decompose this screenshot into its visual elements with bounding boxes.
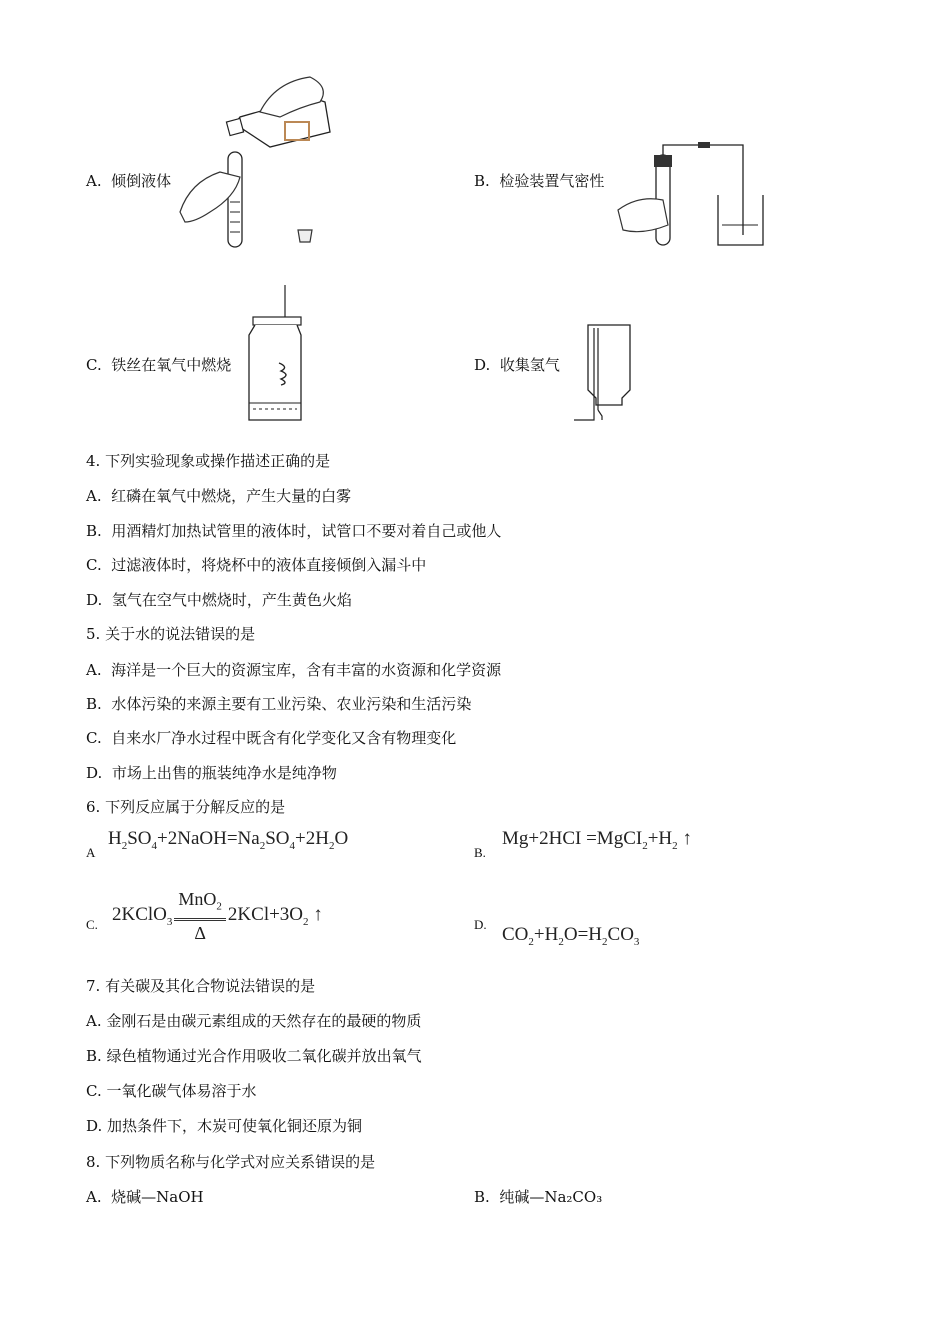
option-text: 自来水厂净水过程中既含有化学变化又含有物理变化 [111, 729, 457, 747]
q6-equation-d: $CO_2+H_2O=H_2CO_3$ [502, 924, 640, 948]
option-letter: D. [86, 764, 103, 782]
q7-stem: 7. 有关碳及其化合物说法错误的是 [86, 977, 316, 995]
option-text: 海洋是一个巨大的资源宝库，含有丰富的水资源和化学资源 [111, 661, 502, 679]
option-letter: A. [86, 1188, 102, 1206]
option-text: 用酒精灯加热试管里的液体时，试管口不要对着自己或他人 [111, 522, 502, 540]
option-letter: C. [86, 556, 102, 574]
option-letter: D. [86, 1117, 103, 1135]
hydrogen-collection-figure [572, 320, 637, 425]
q3-option-d [474, 354, 560, 375]
q6-equation-a: $H_2SO_4+2NaOH=Na_2SO_4+2H_2O$ [108, 828, 349, 852]
q6-option-c-letter: C. [86, 917, 98, 932]
q3-option-a [86, 170, 171, 191]
airtightness-check-figure [618, 140, 768, 250]
option-letter: B. [86, 695, 102, 713]
q6-equation-c: 2KClO$_3$ $\frac{MnO_2}{\Delta}$ $2KCl+3O_2$ ↑ [112, 889, 323, 943]
q3-option-b [474, 170, 604, 191]
option-letter: C. [86, 1082, 102, 1100]
option-letter: A. [86, 487, 102, 505]
option-letter: D. [474, 356, 491, 374]
q5-option-a [86, 659, 501, 680]
q8-stem: 8. 下列物质名称与化学式对应关系错误的是 [86, 1153, 376, 1171]
option-text: 氢气在空气中燃烧时，产生黄色火焰 [111, 591, 352, 609]
q6-equation-b: $Mg+2HCI =MgCI_2+H_2$ ↑ [502, 828, 692, 852]
q5-option-b [86, 693, 471, 714]
q7-option-b [86, 1045, 422, 1066]
option-letter: D. [86, 591, 103, 609]
option-text: 红磷在氧气中燃烧，产生大量的白雾 [111, 487, 352, 505]
q4-option-a [86, 485, 351, 506]
q5-option-c [86, 727, 456, 748]
option-text: 纯碱—Na₂CO₃ [499, 1188, 603, 1206]
option-letter: C. [86, 356, 102, 374]
option-letter: B. [474, 172, 490, 190]
option-letter: A. [86, 1012, 102, 1030]
option-text: 过滤液体时，将烧杯中的液体直接倾倒入漏斗中 [111, 556, 427, 574]
catalyst-label: MnO [178, 889, 217, 909]
option-letter: B. [86, 522, 102, 540]
option-text: 金刚石是由碳元素组成的天然存在的最硬的物质 [106, 1012, 422, 1030]
option-text: 铁丝在氧气中燃烧 [111, 356, 232, 374]
option-text: 倾倒液体 [111, 172, 172, 190]
q6-option-b-letter: B. [474, 845, 486, 860]
q5-option-d [86, 762, 337, 783]
q6-option-d-letter: D. [474, 917, 487, 932]
q7-option-a [86, 1010, 421, 1031]
q7-option-d [86, 1115, 362, 1136]
option-letter: A. [86, 661, 102, 679]
option-text: 加热条件下，木炭可使氧化铜还原为铜 [107, 1117, 363, 1135]
option-text: 水体污染的来源主要有工业污染、农业污染和生活污染 [111, 695, 472, 713]
q4-stem: 4. 下列实验现象或操作描述正确的是 [86, 452, 331, 470]
pouring-liquid-figure [180, 72, 340, 252]
option-text: 绿色植物通过光合作用吸收二氧化碳并放出氧气 [106, 1047, 422, 1065]
option-letter: B. [86, 1047, 102, 1065]
option-letter: A. [86, 172, 102, 190]
q8-option-a [86, 1186, 204, 1207]
q4-option-c [86, 554, 426, 575]
option-text: 市场上出售的瓶装纯净水是纯净物 [111, 764, 337, 782]
iron-wire-burning-figure [245, 285, 305, 425]
option-text: 检验装置气密性 [499, 172, 605, 190]
q6-stem: 6. 下列反应属于分解反应的是 [86, 798, 286, 816]
q8-option-b [474, 1186, 602, 1207]
q7-option-c [86, 1080, 257, 1101]
option-letter: B. [474, 1188, 490, 1206]
heat-symbol: Δ [194, 922, 206, 943]
q4-option-b [86, 520, 501, 541]
reaction-condition: $\frac{MnO_2}{\Delta}$ [174, 888, 226, 945]
q6-option-a-letter: A [86, 845, 96, 860]
option-text: 一氧化碳气体易溶于水 [106, 1082, 257, 1100]
q5-stem: 5. 关于水的说法错误的是 [86, 625, 256, 643]
q3-option-c [86, 354, 231, 375]
option-text: 烧碱—NaOH [111, 1188, 204, 1206]
option-text: 收集氢气 [499, 356, 560, 374]
q4-option-d [86, 589, 352, 610]
option-letter: C. [86, 729, 102, 747]
